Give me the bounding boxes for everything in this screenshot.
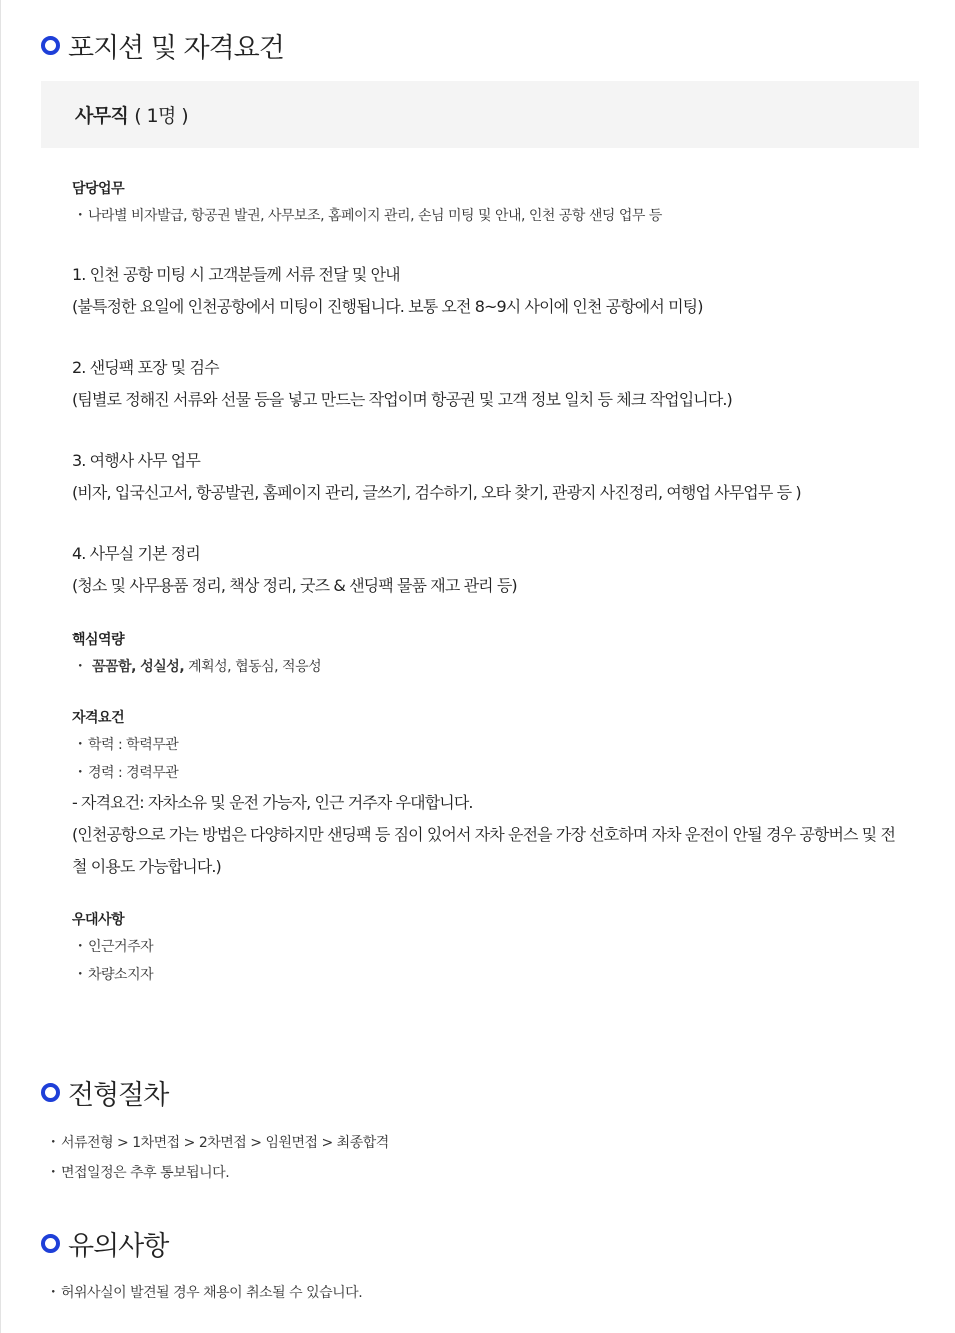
competency-strong: 꼼꼼함, 성실성, (92, 659, 185, 675)
circle-bullet-icon (41, 1234, 60, 1253)
circle-bullet-icon (41, 36, 60, 55)
competency-list (72, 653, 902, 681)
circle-bullet-icon (41, 1083, 60, 1102)
job-headcount: ( 1명 ) (134, 105, 189, 127)
competency-heading: 핵심역량 (72, 632, 125, 648)
bullet-dot: ・ (46, 1135, 60, 1151)
preference-item-text: 인근거주자 (88, 939, 154, 955)
duty-title: 4. 사무실 기본 정리 (72, 544, 200, 563)
duties-summary-text: 나라별 비자발급, 항공권 발권, 사무보조, 홈페이지 관리, 손님 미팅 및 안내, 인천 공항 샌딩 업무 등 (88, 208, 662, 224)
requirements-heading: 자격요건 (72, 710, 125, 726)
process-list (45, 1128, 905, 1188)
requirement-education (72, 731, 902, 759)
bullet-dot: ・ (73, 939, 87, 955)
bullet-dot: ・ (46, 1285, 60, 1301)
requirement-detail-1: (인천공항으로 가는 방법은 다양하지만 샌딩팩 등 짐이 있어서 자차 운전을 가장 선호하며 자차 운전이 안될 경우 공항버스 및 전 (72, 825, 896, 844)
bullet-dot: ・ (73, 967, 87, 983)
duty-title: 2. 샌딩팩 포장 및 검수 (72, 358, 219, 377)
bullet-dot: ・ (73, 765, 87, 781)
duty-title: 3. 여행사 사무 업무 (72, 451, 200, 470)
job-details (72, 178, 902, 989)
job-name: 사무직 (75, 105, 129, 127)
competency-rest: 계획성, 협동심, 적응성 (184, 659, 322, 675)
preference-item (72, 933, 902, 961)
duty-desc: (불특정한 요일에 인천공항에서 미팅이 진행됩니다. 보통 오전 8~9시 사이에 인천 공항에서 미팅) (72, 297, 703, 316)
notice-item-text: 허위사실이 발견될 경우 채용이 취소될 수 있습니다. (61, 1285, 363, 1301)
requirement-detail-2: 철 이용도 가능합니다.) (72, 857, 221, 876)
duties-summary (72, 202, 902, 230)
preferences-heading: 우대사항 (72, 912, 125, 928)
duty-desc: (팀별로 정해진 서류와 선물 등을 넣고 만드는 작업이며 항공권 및 고객 정보 일치 등 체크 작업입니다.) (72, 390, 732, 409)
duty-desc: (비자, 입국신고서, 항공발권, 홈페이지 관리, 글쓰기, 검수하기, 오타 찾기, 관광지 사진정리, 여행업 사무업무 등 ) (72, 483, 801, 502)
duty-title: 1. 인천 공항 미팅 시 고객분들께 서류 전달 및 안내 (72, 265, 400, 284)
duty-item (72, 538, 902, 602)
duty-item (72, 352, 902, 416)
process-item (45, 1158, 905, 1188)
requirement-experience-text: 경력 : 경력무관 (88, 765, 179, 781)
bullet-dot: ・ (73, 737, 87, 753)
bullet-dot: ・ (46, 1165, 60, 1181)
preference-item (72, 961, 902, 989)
section-title-notice (41, 1224, 168, 1263)
duty-desc: (청소 및 사무용품 정리, 책상 정리, 굿즈 & 샌딩팩 물품 재고 관리 등) (72, 576, 517, 595)
process-item-text: 서류전형 > 1차면접 > 2차면접 > 임원면접 > 최종합격 (61, 1135, 389, 1151)
section-title-text: 전형절차 (68, 1080, 169, 1111)
requirement-education-text: 학력 : 학력무관 (88, 737, 179, 753)
section-title-position (41, 26, 284, 65)
bullet-dot: ・ (73, 659, 87, 675)
preference-item-text: 차량소지자 (88, 967, 154, 983)
section-title-text: 포지션 및 자격요건 (68, 33, 284, 64)
notice-list (45, 1278, 905, 1308)
requirement-note: - 자격요건: 자차소유 및 운전 가능자, 인근 거주자 우대합니다. (72, 793, 473, 812)
requirement-experience (72, 759, 902, 787)
job-title-box (41, 81, 919, 148)
notice-item (45, 1278, 905, 1308)
duty-item (72, 445, 902, 509)
process-item (45, 1128, 905, 1158)
section-title-text: 유의사항 (68, 1231, 169, 1262)
section-title-process (41, 1073, 168, 1112)
duty-item (72, 259, 902, 323)
duties-heading: 담당업무 (72, 181, 125, 197)
process-item-text: 면접일정은 추후 통보됩니다. (61, 1165, 230, 1181)
bullet-dot: ・ (73, 208, 87, 224)
